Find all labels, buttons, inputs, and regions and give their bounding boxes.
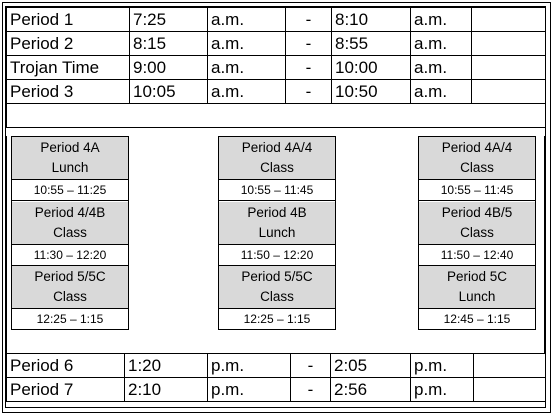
block-name [419, 137, 535, 179]
spacer-row [7, 104, 546, 128]
time-separator: - [286, 8, 332, 32]
period-name: Period 1 [7, 8, 130, 32]
end-time: 10:00 [332, 56, 411, 80]
empty-cell [472, 32, 546, 56]
block-line2: Lunch [258, 225, 296, 240]
lunch-block [419, 202, 535, 266]
block-name [419, 266, 535, 308]
block-time: 11:50 – 12:40 [419, 244, 535, 266]
time-separator: - [291, 354, 331, 378]
table-row [7, 56, 546, 80]
start-time: 1:20 [125, 354, 208, 378]
lunch-block [419, 266, 535, 330]
block-time: 11:30 – 12:20 [12, 244, 128, 266]
end-ampm: p.m. [411, 378, 474, 402]
start-time: 9:00 [130, 56, 208, 80]
end-ampm: p.m. [411, 354, 474, 378]
table-row [7, 354, 546, 378]
lunch-block [219, 266, 335, 330]
time-separator: - [286, 80, 332, 104]
start-time: 7:25 [130, 8, 208, 32]
block-line1: Period 5/5C [241, 269, 313, 284]
lunch-block [219, 137, 335, 201]
time-separator: - [286, 56, 332, 80]
block-time: 10:55 – 11:25 [12, 179, 128, 201]
block-name [219, 137, 335, 179]
end-ampm: a.m. [411, 8, 472, 32]
end-time: 2:05 [331, 354, 411, 378]
block-line1: Period 4A/4 [241, 140, 313, 155]
block-name [12, 266, 128, 308]
lunch-column-c [418, 136, 536, 330]
period-name: Trojan Time [7, 56, 130, 80]
block-line1: Period 4B [247, 205, 307, 220]
empty-cell [472, 8, 546, 32]
empty-cell [474, 354, 546, 378]
start-ampm: a.m. [208, 32, 286, 56]
block-line2: Class [460, 160, 494, 175]
period-name: Period 7 [7, 378, 125, 402]
end-ampm: a.m. [411, 32, 472, 56]
lunch-block [12, 137, 128, 201]
block-name [419, 202, 535, 244]
lunch-block [12, 202, 128, 266]
block-line1: Period 4A [40, 140, 100, 155]
block-line2: Class [460, 225, 494, 240]
table-row [7, 8, 546, 32]
period-name: Period 6 [7, 354, 125, 378]
empty-cell [472, 80, 546, 104]
start-ampm: a.m. [208, 80, 286, 104]
block-time: 11:50 – 12:20 [219, 244, 335, 266]
start-ampm: a.m. [208, 8, 286, 32]
end-time: 8:55 [332, 32, 411, 56]
block-time: 12:25 – 1:15 [12, 308, 128, 330]
start-ampm: p.m. [208, 378, 291, 402]
block-line1: Period 5/5C [34, 269, 106, 284]
lunch-column-b [218, 136, 336, 330]
start-time: 8:15 [130, 32, 208, 56]
block-line1: Period 4A/4 [441, 140, 513, 155]
time-separator: - [286, 32, 332, 56]
lunch-block [219, 202, 335, 266]
block-line2: Class [53, 225, 87, 240]
morning-schedule-table [6, 7, 546, 128]
end-time: 10:50 [332, 80, 411, 104]
block-name [12, 137, 128, 179]
block-time: 10:55 – 11:45 [219, 179, 335, 201]
block-line2: Lunch [51, 160, 89, 175]
block-name [219, 266, 335, 308]
block-time: 10:55 – 11:45 [419, 179, 535, 201]
block-line2: Class [260, 160, 294, 175]
block-line2: Lunch [458, 289, 496, 304]
block-name [12, 202, 128, 244]
period-name: Period 3 [7, 80, 130, 104]
empty-cell [474, 378, 546, 402]
table-row [7, 378, 546, 402]
time-separator: - [291, 378, 331, 402]
afternoon-schedule-table [6, 353, 546, 402]
block-name [219, 202, 335, 244]
start-time: 2:10 [125, 378, 208, 402]
end-ampm: a.m. [411, 80, 472, 104]
lunch-column-a [11, 136, 129, 330]
start-ampm: a.m. [208, 56, 286, 80]
block-line1: Period 5C [446, 269, 508, 284]
block-line1: Period 4B/5 [441, 205, 513, 220]
lunch-schedule-section [6, 136, 545, 353]
block-time: 12:25 – 1:15 [219, 308, 335, 330]
end-time: 8:10 [332, 8, 411, 32]
block-line2: Class [53, 289, 87, 304]
start-time: 10:05 [130, 80, 208, 104]
end-time: 2:56 [331, 378, 411, 402]
spacer-cell [7, 104, 546, 128]
empty-cell [472, 56, 546, 80]
table-row [7, 32, 546, 56]
block-line1: Period 4/4B [34, 205, 106, 220]
table-row [7, 80, 546, 104]
lunch-block [419, 137, 535, 201]
lunch-block [12, 266, 128, 330]
period-name: Period 2 [7, 32, 130, 56]
end-ampm: a.m. [411, 56, 472, 80]
block-line2: Class [260, 289, 294, 304]
start-ampm: p.m. [208, 354, 291, 378]
block-time: 12:45 – 1:15 [419, 308, 535, 330]
